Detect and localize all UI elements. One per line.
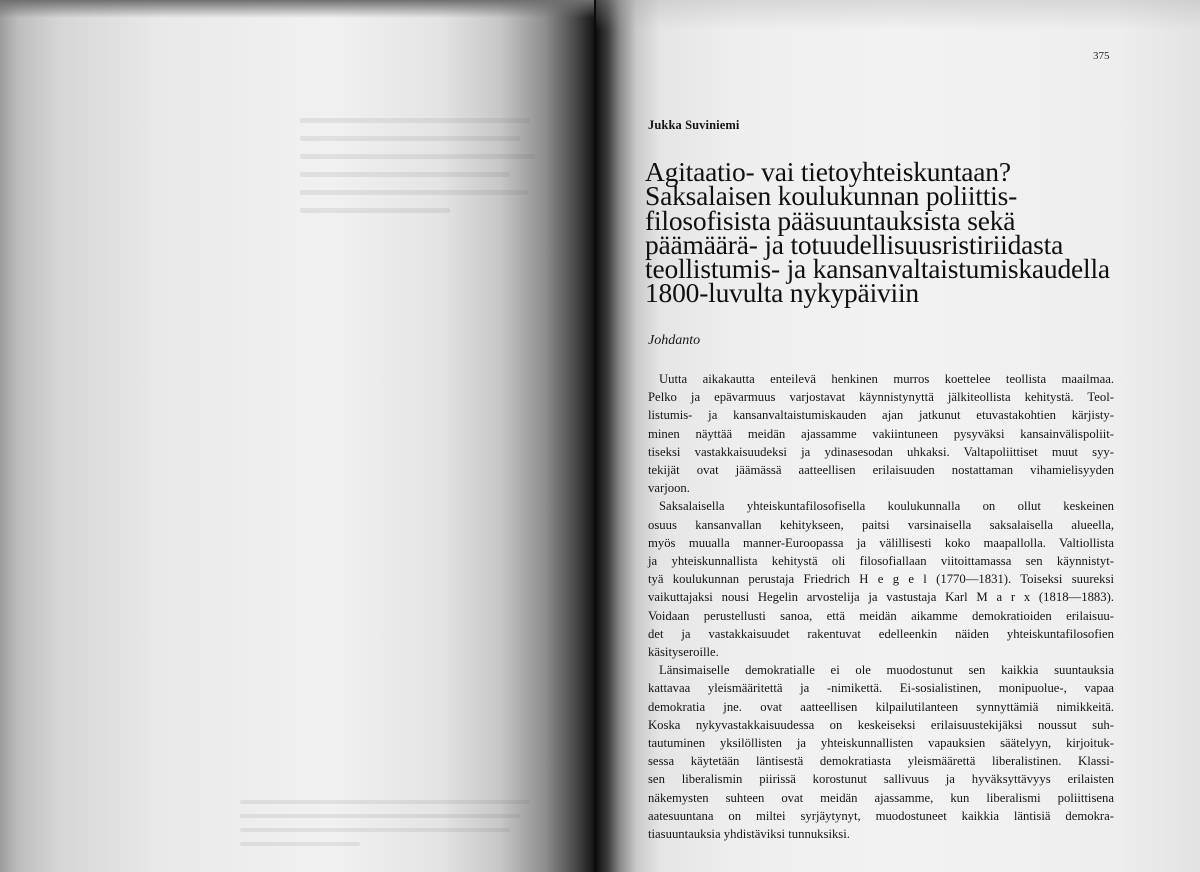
text-line: ja yhteiskunnallista kehitystä oli filosofiallaan viitoittamassa sen käynnistyt-: [648, 554, 1114, 569]
text-line: myös muualla manner-Euroopassa ja välillisesti koko maapallolla. Valtiollista: [648, 535, 1114, 550]
text-line: tiasuuntauksia yhdistäviksi tunnuksiksi.: [648, 827, 850, 842]
text-line: näkemysten suhteen ovat meidän ajassamme, kun liberalismi poliittisena: [648, 790, 1114, 805]
text-line: Koska nykyvastakkaisuudessa on keskeiseksi erilaisuustekijäksi noussut suh-: [648, 717, 1114, 732]
text-line: kattavaa yleismääritettä ja -nimikettä. Ei-sosialistinen, monipuolue-, vapaa: [648, 681, 1114, 696]
text-line: listumis- ja kansanvaltaistumiskauden ajan jatkunut etuvastakohtien kärjisty-: [648, 408, 1114, 423]
page-number: 375: [1093, 50, 1110, 62]
paragraph: [648, 661, 1114, 843]
title-line: päämäärä- ja totuudellisuusristiriidasta: [645, 228, 1064, 260]
title-line: teollistumis- ja kansanvaltaistumiskaudella: [645, 253, 1110, 285]
text-line: minen näyttää meidän ajassamme vakiintuneen pysyväksi kansainvälispoliit-: [648, 426, 1114, 441]
text-line: Voidaan perustellusti sanoa, että meidän aikamme demokratioiden erilaisuu-: [648, 608, 1114, 623]
title-line: Saksalaisen koulukunnan poliittis-: [645, 180, 1018, 212]
bleed-through-text: [300, 118, 540, 248]
text-line: aatesuuntana on miltei syrjäytynyt, muodostuneet kaikkia läntisiä demokra-: [648, 808, 1114, 823]
text-line: Uutta aikakautta enteilevä henkinen murros koettelee teollista maailmaa.: [659, 372, 1114, 386]
body-text: [648, 370, 1114, 843]
left-page-top-edge: [0, 0, 594, 18]
article-title: [645, 156, 1115, 309]
text-line: varjoon.: [648, 481, 690, 496]
paragraph: [648, 497, 1114, 661]
author-name: Jukka Suviniemi: [648, 118, 740, 132]
text-line: vaikuttajaksi nousi Hegelin arvostelija ja vastustaja Karl M a r x (1818—1883).: [648, 590, 1114, 605]
text-line: Saksalaisella yhteiskuntafilosofisella koulukunnalla on ollut keskeinen: [659, 499, 1114, 514]
text-line: Länsimaiselle demokratialle ei ole muodostunut sen kaikkia suuntauksia: [659, 663, 1114, 678]
text-line: tiseksi vastakkaisuudeksi ja ydinasesodan uhkaksi. Valtapoliittiset muut syy-: [648, 444, 1114, 459]
text-line: tekijät ovat jäämässä aatteellisen erilaisuuden nostattaman vihamielisyyden: [648, 463, 1114, 478]
title-line: filosofisista pääsuuntauksista sekä: [645, 204, 1016, 236]
right-page-top-shade: [596, 0, 1200, 30]
text-line: det ja vastakkaisuudet rakentuvat edelleenkin näiden yhteiskuntafilosofien: [648, 626, 1114, 641]
title-line: 1800-luvulta nykypäiviin: [645, 277, 919, 309]
text-line: tautuminen yksilöllisten ja yhteiskunnallisten vapauksien säätelyyn, kirjoituk-: [648, 736, 1114, 751]
text-line: Pelko ja epävarmuus varjostavat käynnistynyttä jälkiteollista kehitystä. Teol-: [648, 390, 1114, 405]
text-line: sessa käytetään läntisestä demokratiasta yleismäärettä liberalistinen. Klassi-: [648, 754, 1114, 769]
text-line: demokratia jne. ovat aatteellisen kilpailutilanteen synnyttämiä nimikkeitä.: [648, 699, 1114, 714]
text-line: osuus kansanvallan kehitykseen, paitsi varsinaisella saksalaisella alueella,: [648, 517, 1114, 532]
left-page-blank: [0, 0, 594, 872]
text-line: tyä koulukunnan perustaja Friedrich H e g e l (1770—1831). Toiseksi suureksi: [648, 572, 1114, 587]
bleed-through-footnote: [240, 800, 540, 860]
text-line: käsityseroille.: [648, 645, 719, 660]
title-line: Agitaatio- vai tietoyhteiskuntaan?: [645, 156, 1011, 187]
section-heading: Johdanto: [648, 333, 701, 348]
text-line: sen liberalismin piirissä korostunut sallivuus ja hyväksyttävyys erilaisten: [648, 772, 1114, 787]
paragraph: [648, 370, 1114, 497]
